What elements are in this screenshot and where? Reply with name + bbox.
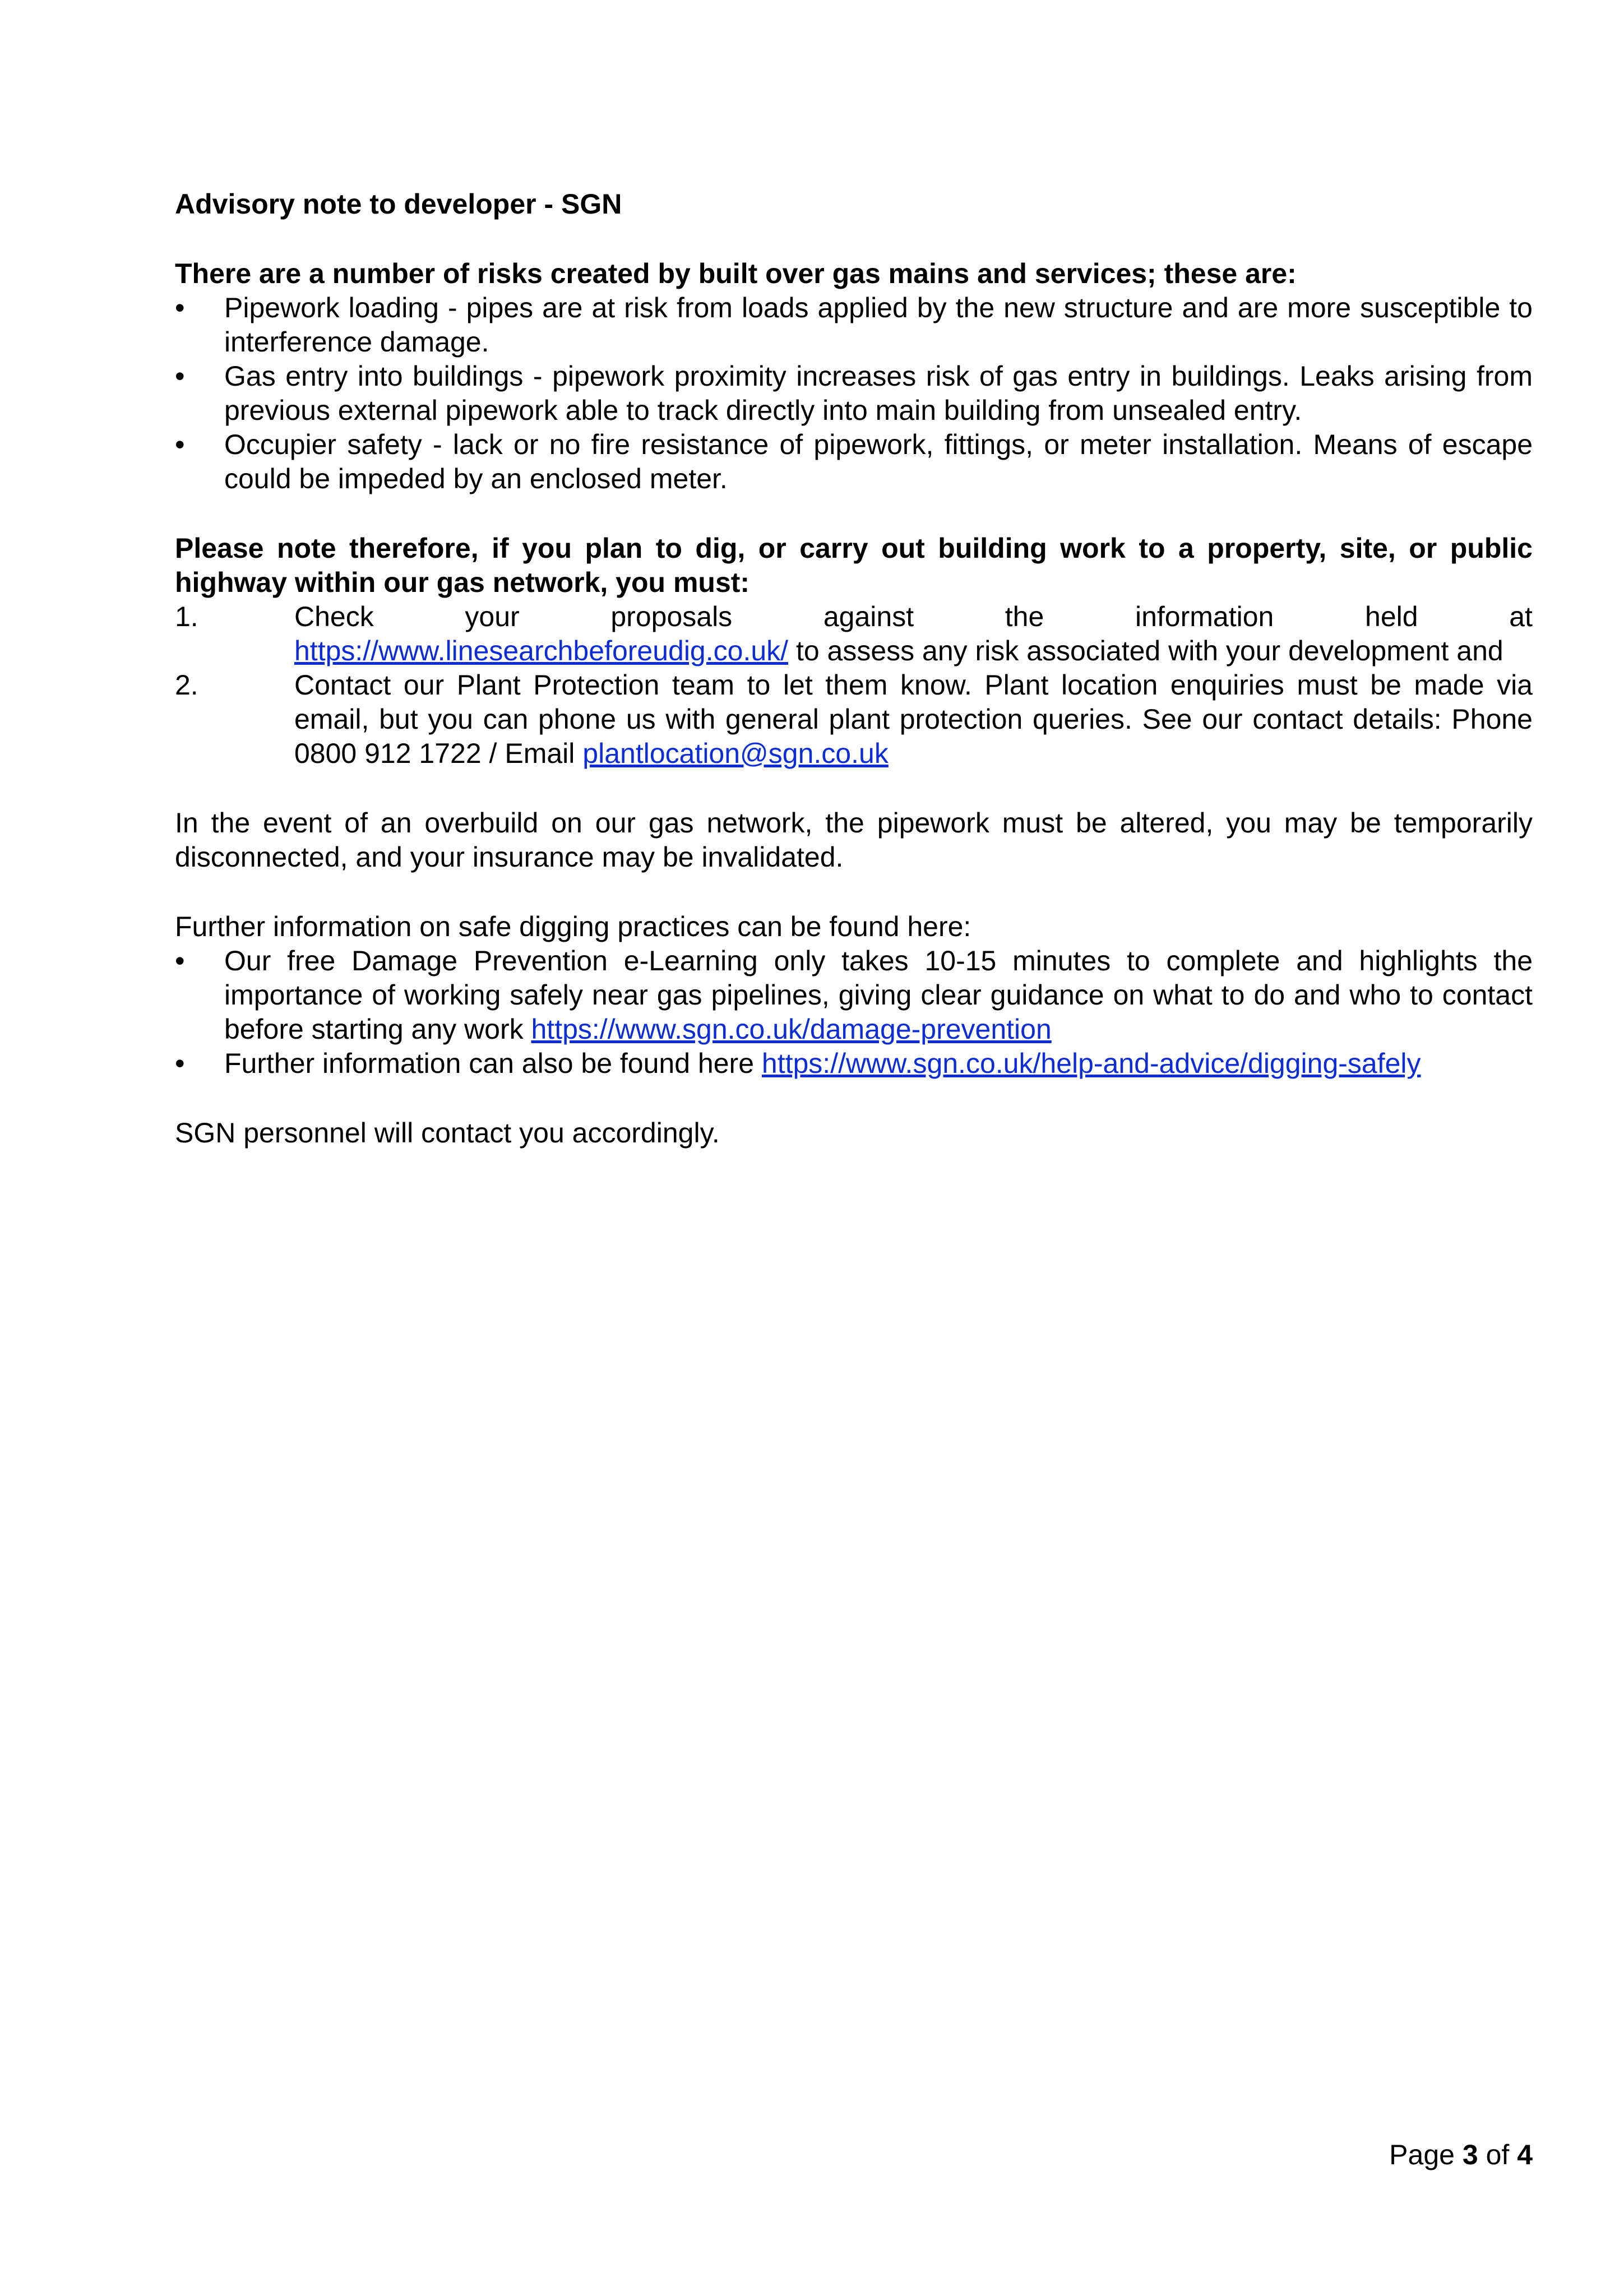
closing-sentence: SGN personnel will contact you accordingly. xyxy=(175,1117,720,1149)
document-body xyxy=(175,187,1533,1150)
further-item-elearning xyxy=(175,944,1533,1047)
bullet-icon: • xyxy=(175,945,185,976)
steps-list xyxy=(175,600,1533,771)
step1-word: Check xyxy=(294,601,374,632)
page-number-footer xyxy=(1389,2138,1533,2172)
bullet-icon: • xyxy=(175,1048,185,1079)
step-number: 1. xyxy=(175,601,198,632)
damage-prevention-link[interactable]: https://www.sgn.co.uk/damage-prevention xyxy=(531,1013,1052,1045)
step1-word: your xyxy=(465,601,520,632)
bullet-icon: • xyxy=(175,429,185,460)
plant-location-email-link[interactable]: plantlocation@sgn.co.uk xyxy=(582,738,889,769)
step-item-check-proposals xyxy=(175,600,1533,668)
risk-item-pipework-loading xyxy=(175,291,1533,359)
step1-rest xyxy=(294,634,1533,668)
further-info-list xyxy=(175,944,1533,1047)
step-number: 2. xyxy=(175,669,198,701)
risk-item-text: Gas entry into buildings - pipework proximity increases risk of gas entry in buildings. Leaks arising from previous external pipework able to track directly into main building from unsealed entry. xyxy=(224,360,1533,426)
risk-item-occupier-safety xyxy=(175,428,1533,496)
step1-word: the xyxy=(1005,601,1044,632)
step1-word: at xyxy=(1509,601,1533,632)
step1-word: held xyxy=(1365,601,1418,632)
risk-item-text: Pipework loading - pipes are at risk from loads applied by the new structure and are more susceptible to interference damage. xyxy=(224,292,1533,358)
document-heading: Advisory note to developer - SGN xyxy=(175,188,622,220)
step1-word: proposals xyxy=(610,601,733,632)
bullet-icon: • xyxy=(175,360,185,392)
bullet-icon: • xyxy=(175,292,185,323)
risk-item-gas-entry xyxy=(175,359,1533,428)
further-info-intro: Further information on safe digging practices can be found here: xyxy=(175,911,971,942)
digging-safely-link[interactable]: https://www.sgn.co.uk/help-and-advice/digging-safely xyxy=(761,1048,1421,1079)
total-page-count: 4 xyxy=(1517,2139,1533,2170)
digging-safely-text: Further information can also be found here xyxy=(224,1048,754,1079)
risks-intro: There are a number of risks created by built over gas mains and services; these are: xyxy=(175,258,1297,289)
must-intro: Please note therefore, if you plan to dig, or carry out building work to a property, site, or public highway within our gas network, you must: xyxy=(175,533,1533,598)
elearning-text: Our free Damage Prevention e-Learning only takes 10-15 minutes to complete and highlights the importance of working safely near gas pipelines, giving clear guidance on what to do and who to contact before starting any work xyxy=(224,945,1533,1045)
further-info-list-2 xyxy=(175,1047,1533,1081)
current-page-number: 3 xyxy=(1462,2139,1478,2170)
further-item-digging-safely xyxy=(175,1047,1533,1081)
risk-item-text: Occupier safety - lack or no fire resistance of pipework, fittings, or meter installation. Means of escape could be impeded by an enclosed meter. xyxy=(224,429,1533,494)
step1-first-line xyxy=(294,600,1533,634)
step-item-contact-team xyxy=(175,668,1533,771)
overbuild-paragraph: In the event of an overbuild on our gas network, the pipework must be altered, you may be temporarily disconnected, and your insurance may be invalidated. xyxy=(175,807,1533,873)
step1-after-link: to assess any risk associated with your development and xyxy=(795,635,1503,666)
linesearch-link[interactable]: https://www.linesearchbeforeudig.co.uk/ xyxy=(294,635,789,666)
risks-list xyxy=(175,291,1533,496)
step2-text: Contact our Plant Protection team to let them know. Plant location enquiries must be made via email, but you can phone us with general plant protection queries. See our contact details: Phone 0800 912 1722 / Email xyxy=(294,669,1533,769)
step1-word: information xyxy=(1135,601,1274,632)
of-word: of xyxy=(1486,2139,1510,2170)
page-word: Page xyxy=(1389,2139,1455,2170)
step1-word: against xyxy=(823,601,914,632)
